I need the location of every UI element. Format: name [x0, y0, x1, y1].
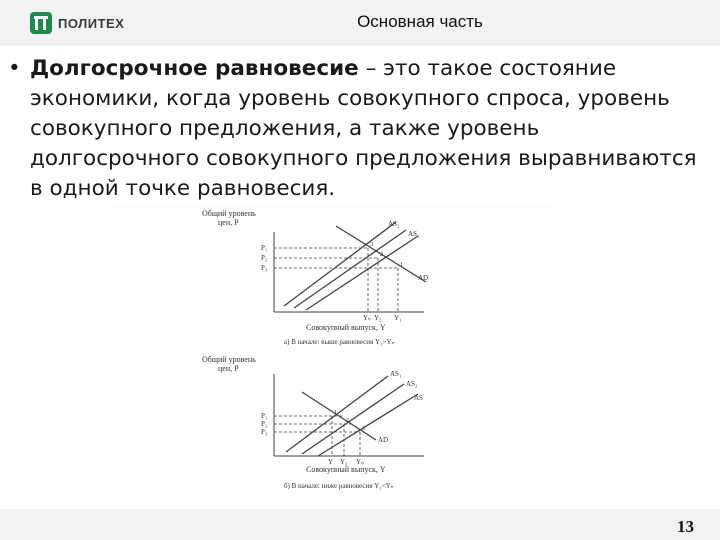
- logo-icon: [30, 12, 52, 34]
- top-ylabel-1: Общий уровень: [202, 209, 256, 218]
- top-chart: [274, 222, 429, 312]
- top-curve-as2: AS₂: [388, 220, 400, 228]
- bullet-icon: •: [8, 56, 21, 81]
- top-point-1: 1: [400, 262, 403, 268]
- bottom-point-2: 2: [346, 418, 349, 424]
- top-price-p2: P₂: [261, 254, 268, 262]
- bottom-output-y: Y: [328, 458, 334, 466]
- top-point-2: 2: [380, 252, 383, 258]
- bottom-chart: [274, 374, 424, 456]
- bottom-point-3: 3: [362, 426, 365, 432]
- top-caption: а) В начале: выше равновесия Y₁>Yₙ: [284, 338, 395, 346]
- bottom-curve-as: AS: [414, 394, 423, 402]
- bottom-output-y2: Y₂: [340, 458, 348, 466]
- top-as2-curve: [284, 222, 396, 306]
- logo: [30, 11, 124, 35]
- bottom-as2-curve: [302, 384, 404, 454]
- figure-equilibrium-diagrams: [106, 204, 558, 496]
- top-price-p3: P₃: [261, 264, 268, 272]
- footer-bar: [0, 509, 720, 540]
- top-output-y2: Y₂: [374, 314, 382, 322]
- top-output-y1: Y₁: [394, 314, 402, 322]
- bottom-xlabel: Совокупный выпуск, Y: [306, 465, 386, 474]
- top-xlabel: Совокупный выпуск, Y: [306, 323, 386, 332]
- bottom-as-curve: [318, 394, 418, 456]
- bullet-text: [30, 54, 698, 204]
- top-output-yn: Yₙ: [363, 314, 371, 322]
- bottom-curve-ad: AD: [378, 436, 389, 444]
- bullet-paragraph: [8, 54, 698, 204]
- definition-term: Долгосрочное равновесие: [30, 56, 359, 81]
- bottom-caption: б) В начале: ниже равновесия Y₁<Yₙ: [284, 482, 394, 490]
- bottom-price-p1: P₁: [261, 412, 268, 420]
- top-ylabel-2: цен, P: [218, 218, 239, 227]
- top-as1-curve: [294, 230, 406, 308]
- diagrams-svg: [106, 204, 558, 496]
- bottom-price-p2: P₂: [261, 420, 268, 428]
- definition-body: – это такое состояние экономики, когда уровень совокупного спроса, уровень совокупного предложения, а также уровень долгосрочного совокупного предложения выравниваются в одной точке равновесия.: [30, 56, 697, 201]
- bottom-ylabel-2: цен, P: [218, 364, 239, 373]
- top-price-p1: P₁: [261, 244, 268, 252]
- bottom-curve-as1: AS₁: [390, 370, 402, 378]
- page-number: 13: [677, 517, 694, 536]
- bottom-ylabel-1: Общий уровень: [202, 355, 256, 364]
- top-curve-ad: AD: [418, 274, 429, 282]
- bottom-curve-as2: AS₂: [406, 380, 418, 388]
- bottom-output-yn: Yₙ: [356, 458, 364, 466]
- top-curve-as1: AS₁: [408, 230, 420, 238]
- slide-title: Основная часть: [357, 12, 483, 31]
- top-point-3: 3: [370, 242, 373, 248]
- bottom-point-1: 1: [334, 410, 337, 416]
- bottom-price-p3: P₃: [261, 428, 268, 436]
- logo-text: ПОЛИТЕХ: [58, 15, 125, 31]
